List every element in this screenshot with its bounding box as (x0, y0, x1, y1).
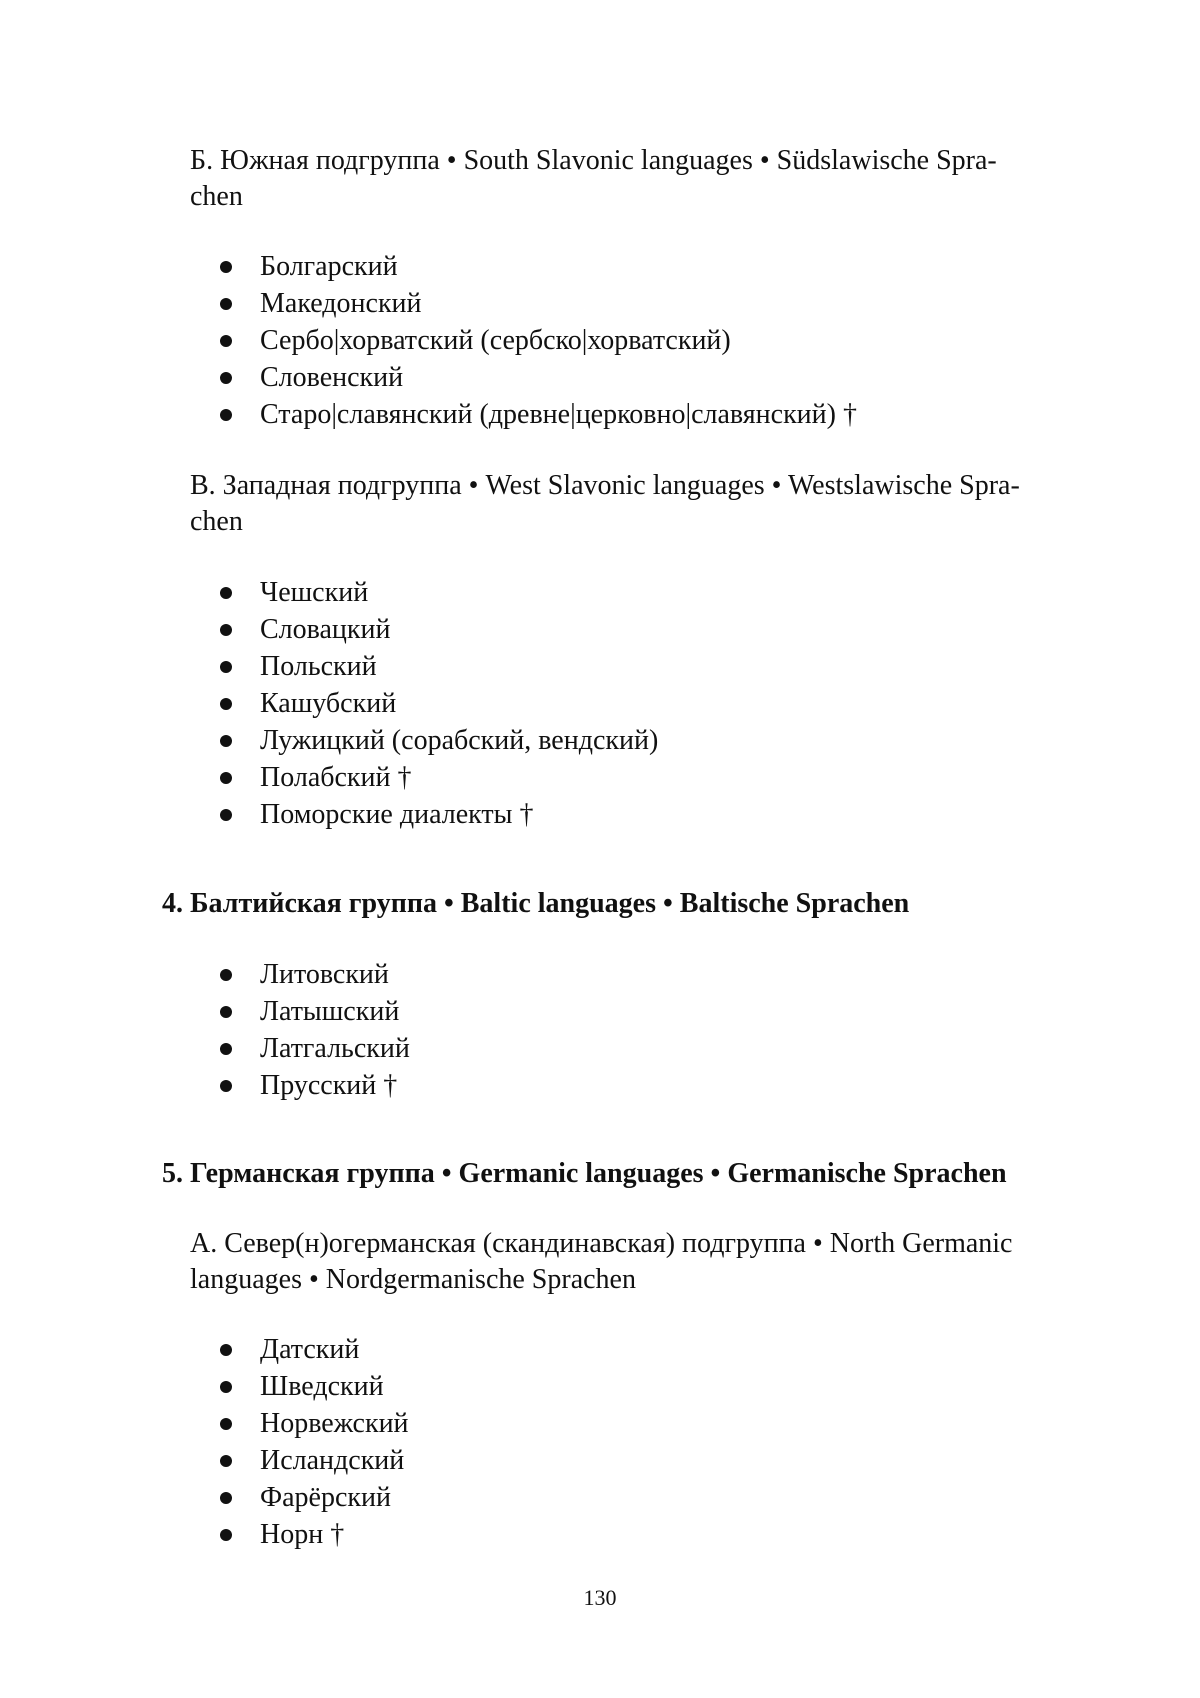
list-item: Латышский (216, 993, 410, 1030)
list-item: Чешский (216, 574, 658, 611)
page-number: 130 (583, 1585, 617, 1610)
list-item: Македонский (216, 285, 857, 322)
west-slavonic-heading (190, 468, 1090, 540)
list-item: Болгарский (216, 248, 857, 285)
list-item: Норвежский (216, 1405, 409, 1442)
list-item: Словацкий (216, 611, 658, 648)
list-item: Польский (216, 648, 658, 685)
north-germanic-list (216, 1331, 409, 1553)
list-item: Датский (216, 1331, 409, 1368)
list-item: Полабский † (216, 759, 658, 796)
baltic-list (216, 956, 410, 1104)
south-slavonic-heading-line2: chen (190, 181, 243, 212)
north-germanic-heading-line2: languages • Nordgermanische Sprachen (190, 1264, 636, 1295)
germanic-heading: 5. Германская группа • Germanic languages • Germanische Sprachen (162, 1158, 1007, 1189)
west-slavonic-heading-line1: В. Западная подгруппа • West Slavonic languages • Westslawische Spra- (190, 470, 1020, 501)
list-item: Фарёрский (216, 1479, 409, 1516)
list-item: Исландский (216, 1442, 409, 1479)
list-item: Старо|славянский (древне|церковно|славянский) † (216, 396, 857, 433)
list-item: Поморские диалекты † (216, 796, 658, 833)
north-germanic-heading (190, 1226, 1090, 1298)
list-item: Литовский (216, 956, 410, 993)
list-item: Сербо|хорватский (сербско|хорватский) (216, 322, 857, 359)
baltic-heading: 4. Балтийская группа • Baltic languages • Baltische Sprachen (162, 888, 910, 919)
west-slavonic-heading-line2: chen (190, 506, 243, 537)
list-item: Кашубский (216, 685, 658, 722)
list-item: Словенский (216, 359, 857, 396)
list-item: Прусский † (216, 1067, 410, 1104)
list-item: Шведский (216, 1368, 409, 1405)
list-item: Норн † (216, 1516, 409, 1553)
south-slavonic-heading (190, 143, 1090, 215)
list-item: Латгальский (216, 1030, 410, 1067)
list-item: Лужицкий (сорабский, вендский) (216, 722, 658, 759)
south-slavonic-heading-line1: Б. Южная подгруппа • South Slavonic languages • Südslawische Spra- (190, 145, 997, 176)
west-slavonic-list (216, 574, 658, 833)
south-slavonic-list (216, 248, 857, 433)
north-germanic-heading-line1: А. Север(н)огерманская (скандинавская) подгруппа • North Germanic (190, 1228, 1013, 1259)
